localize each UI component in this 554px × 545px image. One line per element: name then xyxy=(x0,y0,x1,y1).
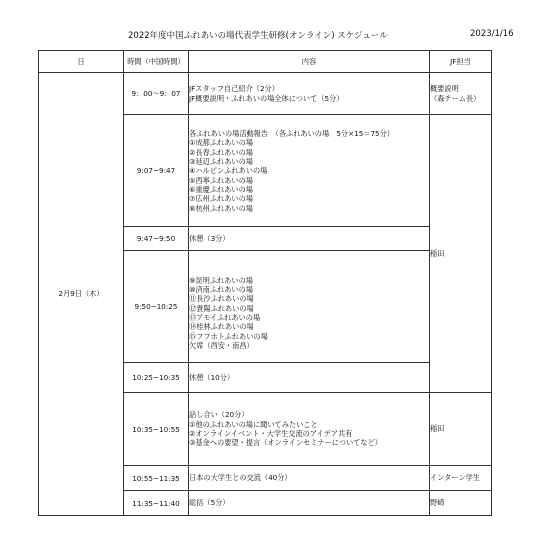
content-line: 各ふれあいの場活動報告 （各ふれあいの場 5分×15＝75分） xyxy=(189,129,394,139)
time-cell: 11:35~11:40 xyxy=(124,491,189,516)
document-title: 2022年度中国ふれあいの場代表学生研修(オンライン) スケジュール xyxy=(128,31,388,41)
shared-charge-cell: 稲田 xyxy=(430,115,492,393)
time-cell: 9:50~10:25 xyxy=(124,251,189,363)
content-line: ④ハルピンふれあいの場 xyxy=(189,166,268,176)
time-cell: 9:47~9:50 xyxy=(124,227,189,251)
content-line: ③基金への要望・提言（オンラインセミナーについてなど） xyxy=(189,438,382,448)
document-date: 2023/1/16 xyxy=(470,29,514,39)
content-cell xyxy=(189,491,430,516)
header-time: 時間（中国時間） xyxy=(124,51,189,73)
time-cell: 9：00～9：07 xyxy=(124,73,189,115)
charge-line: （森チーム長） xyxy=(430,93,481,103)
charge-line: インターン学生 xyxy=(430,473,480,483)
charge-cell xyxy=(430,466,492,491)
content-cell xyxy=(189,393,430,466)
time-cell: 10:25~10:35 xyxy=(124,363,189,393)
content-line: 日本の大学生との交流（40分） xyxy=(189,473,292,483)
header-content: 内容 xyxy=(189,51,430,73)
header-row xyxy=(39,51,492,73)
charge-line: 概要説明 xyxy=(430,84,459,94)
content-line: ⑧杭州ふれあいの場 xyxy=(189,203,253,213)
content-cell xyxy=(189,227,430,251)
day-cell: 2月9日（木） xyxy=(39,73,124,516)
content-line: JF概要説明・ふれあいの場全体について（5分） xyxy=(189,93,344,103)
content-line: 総括（5分） xyxy=(189,498,230,508)
content-line: ⑤西寧ふれあいの場 xyxy=(189,175,253,185)
content-line: 休憩（3分） xyxy=(189,233,230,243)
content-line: ⑩済南ふれあいの場 xyxy=(189,285,253,295)
content-line: ⑥重慶ふれあいの場 xyxy=(189,184,253,194)
content-line: JFスタッフ自己紹介（2分） xyxy=(189,84,279,94)
content-cell xyxy=(189,115,430,227)
content-line: 話し合い（20分） xyxy=(189,410,249,420)
table-row xyxy=(39,73,492,115)
content-line: ⑪長沙ふれあいの場 xyxy=(189,294,254,304)
content-line: ⑫貴陽ふれあいの場 xyxy=(189,303,254,313)
charge-line: 野崎 xyxy=(430,498,445,508)
charge-line: 稲田 xyxy=(430,424,445,434)
charge-cell xyxy=(430,393,492,466)
header-day: 日 xyxy=(39,51,124,73)
time-cell: 10:35~10:55 xyxy=(124,393,189,466)
content-line: ①成都ふれあいの場 xyxy=(189,138,253,148)
content-cell xyxy=(189,73,430,115)
content-line: ①他のふれあいの場に聞いてみたいこと xyxy=(189,419,318,429)
time-cell: 9:07~9:47 xyxy=(124,115,189,227)
charge-cell xyxy=(430,491,492,516)
content-line: ⑭桂林ふれあいの場 xyxy=(189,322,254,332)
time-cell: 10:55~11:35 xyxy=(124,466,189,491)
header-charge: JF担当 xyxy=(430,51,492,73)
content-line: ②長春ふれあいの場 xyxy=(189,147,253,157)
content-cell xyxy=(189,363,430,393)
content-cell xyxy=(189,251,430,363)
content-line: ⑨昆明ふれあいの場 xyxy=(189,275,253,285)
content-line: ②オンラインイベント・大学生交流のアイデア共有 xyxy=(189,429,353,438)
content-line: 休憩（10分） xyxy=(189,372,235,382)
content-line: ⑦広州ふれあいの場 xyxy=(189,194,253,204)
content-line: ⑮フフホトふれあいの場 xyxy=(189,331,268,341)
content-line: ⑬アモイふれあいの場 xyxy=(189,313,261,322)
charge-cell xyxy=(430,73,492,115)
content-cell xyxy=(189,466,430,491)
content-line: ③延辺ふれあいの場 xyxy=(189,157,253,167)
schedule-table xyxy=(38,50,492,516)
content-line: 欠席（西安・南昌） xyxy=(189,340,254,350)
